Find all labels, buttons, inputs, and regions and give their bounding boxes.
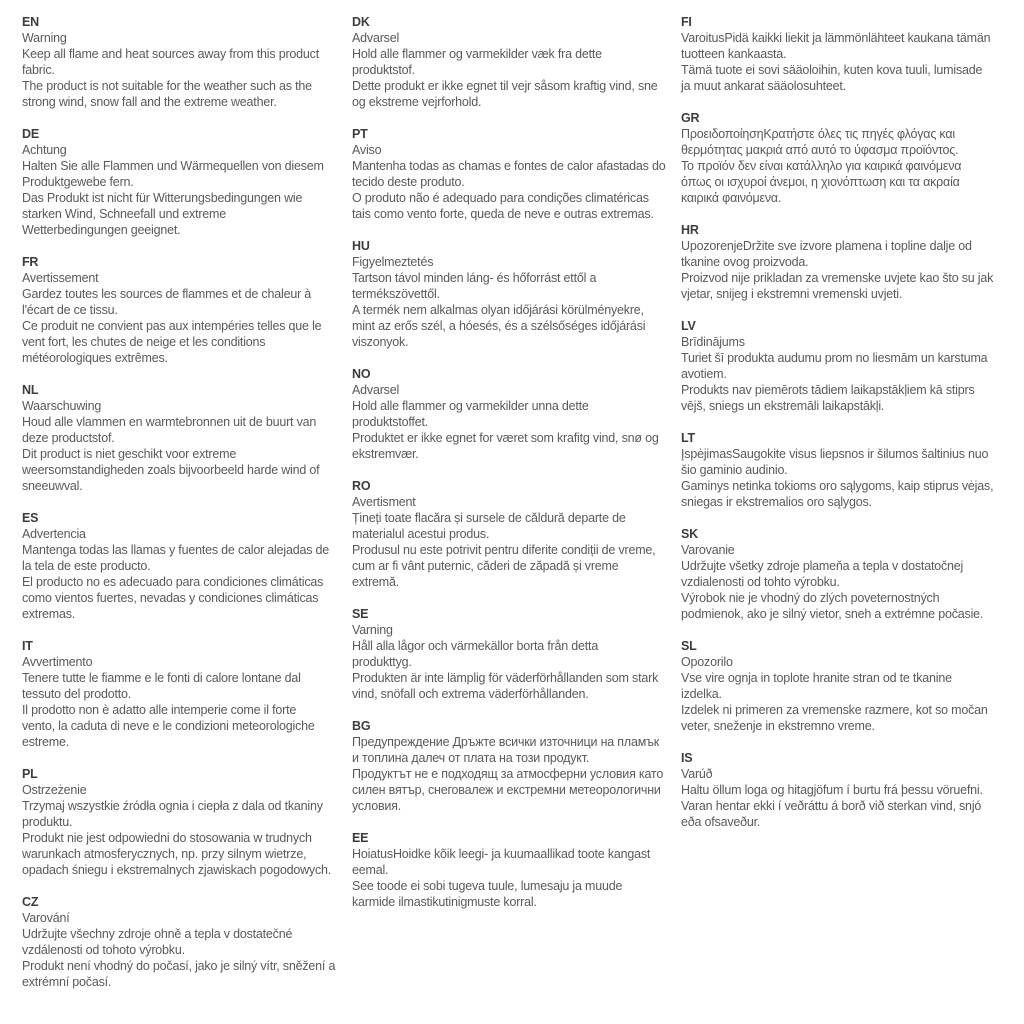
warning-text-line: Produktet er ikke egnet for været som krafitg vind, snø og <box>352 431 659 445</box>
language-code: RO <box>352 479 371 493</box>
warning-text-line: Varovanie <box>681 543 735 557</box>
warning-text-line: Avertissement <box>22 271 99 285</box>
language-code: EN <box>22 15 39 29</box>
warning-text-line: vējš, sniegs un ekstremāli laikapstākļi. <box>681 399 885 413</box>
warning-text-line: Advarsel <box>352 383 400 397</box>
language-code: IS <box>681 751 693 765</box>
warning-text-line: Produktgewebe fern. <box>22 175 134 189</box>
warning-text-line: Aviso <box>352 143 382 157</box>
warning-text-line: ekstremvær. <box>352 447 419 461</box>
warning-text-line: fabric. <box>22 63 55 77</box>
warning-section-dk <box>352 14 686 110</box>
language-code: CZ <box>22 895 39 909</box>
warning-text-line: sniegas ir ekstremalios oro sąlygos. <box>681 495 872 509</box>
warning-text-line: Udržujte všetky zdroje plameňa a tepla v dostatočnej <box>681 559 964 573</box>
warning-section-nl <box>22 382 356 494</box>
warning-text-line: Предупреждение Дръжте всички източници на пламък <box>352 735 659 749</box>
language-column-1 <box>22 14 356 1006</box>
warning-text-line: tessuto del prodotto. <box>22 687 132 701</box>
language-column-2 <box>352 14 686 926</box>
warning-section-sk <box>681 526 1015 622</box>
warning-section-cz <box>22 894 356 990</box>
warning-text-line: karmide ilmastikutinigmuste korral. <box>352 895 537 909</box>
warning-text-line: Izdelek ni primeren za vremenske razmere, kot so močan <box>681 703 988 717</box>
warning-text-line: Proizvod nije prikladan za vremenske uvjete kao što su jak <box>681 271 994 285</box>
warning-text-line: Dette produkt er ikke egnet til vejr såsom kraftig vind, sne <box>352 79 658 93</box>
warning-text-line: vent fort, les chutes de neige et les conditions <box>22 335 266 349</box>
warning-text-line: условия. <box>352 799 402 813</box>
warning-text-line: Keep all flame and heat sources away from this product <box>22 47 320 61</box>
warning-section-hu <box>352 238 686 350</box>
language-code: BG <box>352 719 371 733</box>
warning-text-line: materialul acestui produs. <box>352 527 490 541</box>
warning-text-line: Turiet šī produkta audumu prom no liesmām un karstuma <box>681 351 988 365</box>
warning-text-line: weersomstandigheden zoals bijvoorbeeld harde wind of <box>22 463 320 477</box>
warning-text-line: Продуктът не е подходящ за атмосферни условия като <box>352 767 664 781</box>
warning-section-is <box>681 750 1015 830</box>
warning-text-line: The product is not suitable for the weather such as the <box>22 79 312 93</box>
warning-text-line: tuotteen kankaasta. <box>681 47 787 61</box>
warning-text-line: ja muut ankarat sääolosuhteet. <box>681 79 846 93</box>
language-code: HU <box>352 239 370 253</box>
warning-text-line: Haltu öllum loga og hitagjöfum í burtu frá þessu vöruefni. <box>681 783 983 797</box>
warning-section-hr <box>681 222 1015 302</box>
warning-text-line: Opozorilo <box>681 655 733 669</box>
warning-text-line: Το προϊόν δεν είναι κατάλληλο για καιρικά φαινόμενα <box>681 159 962 173</box>
warning-text-line: See toode ei sobi tugeva tuule, lumesaju ja muude <box>352 879 623 893</box>
warning-text-line: podmienok, ako je silný vietor, sneh a extrémne počasie. <box>681 607 984 621</box>
warning-text-line: Výrobok nie je vhodný do zlých poveternostných <box>681 591 940 605</box>
warning-text-line: HoiatusHoidke kõik leegi- ja kuumaallikad toote kangast <box>352 847 651 861</box>
warning-text-line: Hold alle flammer og varmekilder unna dette <box>352 399 589 413</box>
warning-text-line: Tämä tuote ei sovi sääoloihin, kuten kova tuuli, lumisade <box>681 63 983 77</box>
warning-text-line: Gaminys netinka tokioms oro sąlygoms, kaip stiprus vėjas, <box>681 479 994 493</box>
warning-text-line: Achtung <box>22 143 67 157</box>
warning-text-line: l'écart de ce tissu. <box>22 303 118 317</box>
warning-text-line: Håll alla lågor och värmekällor borta från detta <box>352 639 599 653</box>
warning-text-line: šio gaminio audinio. <box>681 463 788 477</box>
warning-text-line: starken Wind, Schneefall und extreme <box>22 207 227 221</box>
warning-text-line: Advertencia <box>22 527 86 541</box>
language-code: FR <box>22 255 39 269</box>
warning-section-pl <box>22 766 356 878</box>
warning-text-line: Produkts nav piemērots tādiem laikapstākļiem kā stiprs <box>681 383 975 397</box>
warning-section-it <box>22 638 356 750</box>
warning-text-line: extrémní počasí. <box>22 975 112 989</box>
warning-text-line: Advarsel <box>352 31 400 45</box>
warning-section-de <box>22 126 356 238</box>
language-code: LT <box>681 431 695 445</box>
warning-text-line: Udržujte všechny zdroje ohně a tepla v dostatečné <box>22 927 293 941</box>
warning-text-line: UpozorenjeDržite sve izvore plamena i topline dalje od <box>681 239 972 253</box>
warning-text-line: warunkach atmosferycznych, np. przy silnym wietrze, <box>22 847 307 861</box>
warning-text-line: Varning <box>352 623 393 637</box>
warning-text-line: termékszövettől. <box>352 287 440 301</box>
warning-section-sl <box>681 638 1015 734</box>
warning-text-line: avotiem. <box>681 367 727 381</box>
warning-text-line: opadach śniegu i ekstremalnych zjawiskach pogodowych. <box>22 863 332 877</box>
warning-section-lt <box>681 430 1015 510</box>
warning-text-line: Varování <box>22 911 70 925</box>
warning-text-line: Tartson távol minden láng- és hőforrást ettől a <box>352 271 597 285</box>
language-code: DE <box>22 127 39 141</box>
warning-text-line: Avertisment <box>352 495 416 509</box>
warning-text-line: Produkt nie jest odpowiedni do stosowania w trudnych <box>22 831 312 845</box>
warning-text-line: Wetterbedingungen geeignet. <box>22 223 181 237</box>
language-code: NL <box>22 383 39 397</box>
warning-text-line: θερμότητας μακριά από αυτό το ύφασμα προϊόντος. <box>681 143 959 157</box>
warning-text-line: vzdálenosti od tohoto výrobku. <box>22 943 185 957</box>
warning-text-line: produktstoffet. <box>352 415 428 429</box>
language-code: GR <box>681 111 700 125</box>
warning-text-line: Warning <box>22 31 67 45</box>
warning-text-line: и топлина далеч от плата на този продукт. <box>352 751 590 765</box>
language-code: DK <box>352 15 370 29</box>
warning-text-line: strong wind, snow fall and the extreme weather. <box>22 95 277 109</box>
warning-text-line: extremă. <box>352 575 400 589</box>
warning-text-line: Varúð <box>681 767 713 781</box>
warning-text-line: Brīdinājums <box>681 335 745 349</box>
warning-text-line: produktstof. <box>352 63 415 77</box>
warning-text-line: veter, sneženje in ekstremno vreme. <box>681 719 875 733</box>
warning-text-line: Dit product is niet geschikt voor extreme <box>22 447 237 461</box>
warning-text-line: Produkten är inte lämplig för väderförhållanden som stark <box>352 671 659 685</box>
language-code: ES <box>22 511 39 525</box>
language-code: PT <box>352 127 368 141</box>
warning-text-line: Ce produit ne convient pas aux intempéries telles que le <box>22 319 322 333</box>
warning-text-line: météorologiques extrêmes. <box>22 351 168 365</box>
language-column-3 <box>681 14 1015 846</box>
language-code: PL <box>22 767 38 781</box>
warning-text-line: Houd alle vlammen en warmtebronnen uit de buurt van <box>22 415 317 429</box>
warning-text-line: Halten Sie alle Flammen und Wärmequellen von diesem <box>22 159 324 173</box>
warning-text-line: Trzymaj wszystkie źródła ognia i ciepła z dala od tkaniny <box>22 799 323 813</box>
warning-text-line: ĮspėjimasSaugokite visus liepsnos ir šilumos šaltinius nuo <box>681 447 989 461</box>
warning-text-line: Varan hentar ekki í veðráttu á borð við sterkan vind, snjó <box>681 799 982 813</box>
warning-text-line: Țineți toate flacăra și sursele de căldură departe de <box>352 511 626 525</box>
warning-text-line: vzdialenosti od tohto výrobku. <box>681 575 840 589</box>
language-code: IT <box>22 639 33 653</box>
warning-text-line: Mantenha todas as chamas e fontes de calor afastadas do <box>352 159 666 173</box>
warning-text-line: Il prodotto non è adatto alle intemperie come il forte <box>22 703 297 717</box>
warning-text-line: A termék nem alkalmas olyan időjárási körülményekre, <box>352 303 644 317</box>
language-code: SE <box>352 607 369 621</box>
language-code: EE <box>352 831 369 845</box>
language-code: FI <box>681 15 692 29</box>
warning-text-line: vento, la caduta di neve e le condizioni meteorologiche <box>22 719 315 733</box>
warning-section-ee <box>352 830 686 910</box>
warning-section-gr <box>681 110 1015 206</box>
language-code: HR <box>681 223 699 237</box>
warning-text-line: силен вятър, снеговалеж и екстремни метеорологични <box>352 783 661 797</box>
warning-text-line: eemal. <box>352 863 389 877</box>
warning-section-en <box>22 14 356 110</box>
warning-text-line: og ekstreme vejrforhold. <box>352 95 482 109</box>
language-code: NO <box>352 367 371 381</box>
warning-text-line: Figyelmeztetés <box>352 255 434 269</box>
warning-text-line: vind, snöfall och extrema väderförhållanden. <box>352 687 589 701</box>
warning-section-lv <box>681 318 1015 414</box>
warning-section-pt <box>352 126 686 222</box>
warning-text-line: cum ar fi vânt puternic, căderi de zăpadă și vreme <box>352 559 619 573</box>
warning-text-line: El producto no es adecuado para condiciones climáticas <box>22 575 324 589</box>
warning-text-line: sneeuwval. <box>22 479 83 493</box>
warning-section-no <box>352 366 686 462</box>
warning-text-line: estreme. <box>22 735 70 749</box>
warning-text-line: VaroitusPidä kaikki liekit ja lämmönlähteet kaukana tämän <box>681 31 991 45</box>
warning-section-es <box>22 510 356 622</box>
warning-section-bg <box>352 718 686 814</box>
warning-text-line: eða ofsaveður. <box>681 815 761 829</box>
warning-text-line: Produsul nu este potrivit pentru diferite condiții de vreme, <box>352 543 656 557</box>
warning-text-line: produktu. <box>22 815 73 829</box>
warning-text-line: deze productstof. <box>22 431 115 445</box>
warning-text-line: O produto não é adequado para condições climatéricas <box>352 191 649 205</box>
warning-text-line: Avvertimento <box>22 655 93 669</box>
warning-text-line: όπως οι ισχυροί άνεμοι, η χιονόπτωση και τα ακραία <box>681 175 960 189</box>
warning-text-line: Gardez toutes les sources de flammes et de chaleur à <box>22 287 312 301</box>
warning-text-line: καιρικά φαινόμενα. <box>681 191 782 205</box>
warning-text-line: Hold alle flammer og varmekilder væk fra dette <box>352 47 602 61</box>
warning-text-line: Tenere tutte le fiamme e le fonti di calore lontane dal <box>22 671 301 685</box>
warning-text-line: la tela de este producto. <box>22 559 151 573</box>
warning-text-line: Mantenga todas las llamas y fuentes de calor alejadas de <box>22 543 330 557</box>
warning-text-line: Ostrzeżenie <box>22 783 87 797</box>
warning-text-line: Vse vire ognja in toplote hranite stran od te tkanine <box>681 671 952 685</box>
language-code: SK <box>681 527 698 541</box>
warning-text-line: izdelka. <box>681 687 722 701</box>
warning-text-line: mint az erős szél, a hóesés, és a szélsőséges időjárási <box>352 319 646 333</box>
warning-section-se <box>352 606 686 702</box>
warning-text-line: Waarschuwing <box>22 399 102 413</box>
warning-text-line: viszonyok. <box>352 335 409 349</box>
warning-section-ro <box>352 478 686 590</box>
language-code: SL <box>681 639 697 653</box>
warning-text-line: tecido deste produto. <box>352 175 465 189</box>
language-code: LV <box>681 319 696 333</box>
warning-text-line: ΠροειδοποίησηΚρατήστε όλες τις πηγές φλόγας και <box>681 127 955 141</box>
warning-text-line: tkanine ovog proizvoda. <box>681 255 809 269</box>
warning-section-fr <box>22 254 356 366</box>
warning-section-fi <box>681 14 1015 94</box>
warning-text-line: tais como vento forte, queda de neve e outras extremas. <box>352 207 654 221</box>
warning-text-line: vjetar, snijeg i ekstremni vremenski uvjeti. <box>681 287 903 301</box>
warning-text-line: Das Produkt ist nicht für Witterungsbedingungen wie <box>22 191 303 205</box>
warning-text-line: produkttyg. <box>352 655 412 669</box>
warning-text-line: Produkt není vhodný do počasí, jako je silný vítr, sněžení a <box>22 959 336 973</box>
warning-text-line: extremas. <box>22 607 76 621</box>
warning-text-line: como vientos fuertes, nevadas y condiciones climáticas <box>22 591 319 605</box>
